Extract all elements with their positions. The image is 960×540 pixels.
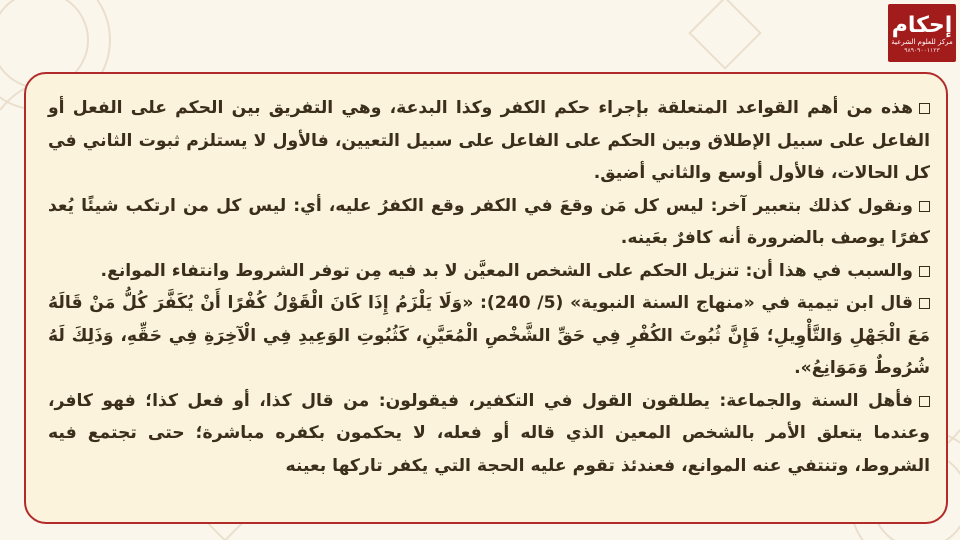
paragraph-3-text: والسبب في هذا أن: تنزيل الحكم على الشخص المعيَّن لا بد فيه مِن توفر الشروط وانتفاء الموانع. [100, 260, 913, 281]
logo-phone: ٩٨٩٠٩٠٠١١٢٣ [904, 46, 940, 54]
paragraph-1-text: هذه من أهم القواعد المتعلقة بإجراء حكم الكفر وكذا البدعة، وهي التفريق بين الحكم على الفعل أو الفاعل على سبيل الإطلاق وبين الحكم على الفاعل على سبيل التعيين، فالأول لا يستلزم ثبوت الثاني في كل الحالات، فالأول أوسع والثاني أضيق. [48, 98, 930, 183]
paragraph-2 [48, 190, 930, 255]
brand-logo [888, 4, 956, 62]
paragraph-5 [48, 385, 930, 483]
checkbox-bullet-icon [919, 298, 930, 309]
logo-title: إحكام [891, 12, 953, 38]
content-panel [24, 72, 948, 524]
paragraph-4-text: قال ابن تيمية في «منهاج السنة النبوية» (5/ 240): «وَلَا يَلْزَمُ إِذَا كَانَ الْقَوْلُ كُفْرًا أَنْ يُكَفَّرَ كُلُّ مَنْ قَالَهُ مَعَ الْجَهْلِ وَالتَّأْوِيلِ؛ فَإِنَّ ثُبُوتَ الكُفْرِ فِي حَقِّ الشَّخْصِ الْمُعَيَّنِ، كَثُبُوتِ الوَعِيدِ فِي الْآخِرَةِ فِي حَقِّهِ، وَذَلِكَ لَهُ شُرُوطٌ وَمَوَانِعُ». [48, 293, 930, 378]
checkbox-bullet-icon [919, 201, 930, 212]
paragraph-2-text: ونقول كذلك بتعبير آخر: ليس كل مَن وقعَ في الكفر وقع الكفرُ عليه، أي: ليس كل من ارتكب شيئًا يُعد كفرًا يوصف بالضرورة أنه كافرٌ بعَينه. [48, 195, 930, 248]
paragraph-5-text: فأهل السنة والجماعة: يطلقون القول في التكفير، فيقولون: من قال كذا، أو فعل كذا؛ فهو كافر، وعندما يتعلق الأمر بالشخص المعين الذي قاله أو فعله، لا يحكمون بكفره مباشرة؛ حتى تجتمع فيه الشروط، وتنتفي عنه الموانع، فعندئذ تقوم عليه الحجة التي يكفر تاركها بعينه [48, 390, 930, 476]
slide-text [48, 92, 930, 482]
logo-subtitle: مركز للعلوم الشرعية [891, 37, 953, 46]
paragraph-1 [48, 92, 930, 190]
checkbox-bullet-icon [919, 396, 930, 407]
paragraph-3 [48, 255, 930, 288]
paragraph-4 [48, 287, 930, 385]
checkbox-bullet-icon [919, 266, 930, 277]
checkbox-bullet-icon [919, 103, 930, 114]
